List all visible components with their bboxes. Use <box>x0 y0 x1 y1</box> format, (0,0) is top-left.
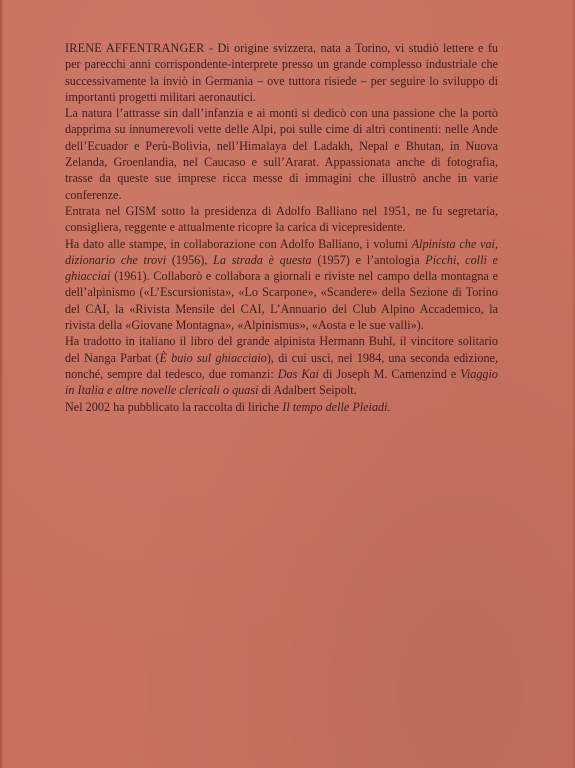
publications-text-2: (1956), <box>166 252 214 267</box>
book-title-picchi: Picchi, colli e ghiacciai <box>65 252 498 284</box>
cover-left-edge <box>0 0 4 768</box>
bio-paragraph-intro <box>65 40 498 105</box>
book-title-das-kai: Das Kai <box>277 366 319 381</box>
book-title-alpinista: Alpinista che vai, dizionario che trovi <box>65 236 498 267</box>
bio-paragraph-translations <box>65 333 498 398</box>
translations-text-2: ), di cui uscì, nel 1984, una seconda edizione, nonché, sempre dal tedesco, due romanzi: <box>65 350 498 381</box>
publications-text-4: (1961). Collaborò e collabora a giornali e riviste nel campo della montagna e dell’alpinismo («L’Escursionista», «Lo Scarpone», «Scandere» della Sezione di Torino del CAI, la «Rivista Mensile del CAI, L’Annuario del Club Alpino Accademico, la rivista della «Giovane Montagna», «Alpinismus», «Aosta e le sue valli»). <box>65 269 498 333</box>
author-name: IRENE AFFENTRANGER <box>65 41 205 55</box>
translations-text-1: Ha tradotto in italiano il libro del grande alpinista Hermann Buhl, il vincitore solitario del Nanga Parbat ( <box>65 334 498 365</box>
poetry-text-2: . <box>387 399 391 414</box>
book-title-pleiadi: Il tempo delle Pleiadi <box>282 399 388 414</box>
author-biography <box>65 40 498 415</box>
bio-paragraph-mountains: La natura l’attrasse sin dall’infanzia e ai monti si dedicò con una passione che la portò dapprima su innumerevoli vette delle Alpi, poi sulle cime di altri continenti: nelle Ande dell’Ecuador e Perù-Bolivia, nell’Himalaya del Ladakh, Nepal e Bhutan, in Nuova Zelanda, Groenlandia, nel Caucaso e sull’Ararat. Appassionata anche di fotografia, trasse da queste sue imprese ricca messe di immagini che illustrò anche in varie conferenze. <box>65 106 498 202</box>
translations-text-4: di Adalbert Seipolt. <box>258 383 357 398</box>
book-title-strada: La strada è questa <box>213 252 312 267</box>
intro-text: - Di origine svizzera, nata a Torino, vi studiò lettere e fu per parecchi anni corrispondente-interprete presso un grande complesso industriale che successivamente la inviò in Germania – ove tuttora risiede – per seguire lo sviluppo di importanti progetti militari aeronautici. <box>65 41 498 104</box>
publications-text-1: Ha dato alle stampe, in collaborazione con Adolfo Balliano, i volumi <box>65 236 412 251</box>
book-title-buio: È buio sul ghiacciaio <box>159 350 267 365</box>
bio-paragraph-publications <box>65 236 498 334</box>
translations-text-3: di Joseph M. Camenzind e <box>318 366 461 381</box>
publications-text-3: (1957) e l’antologia <box>311 252 426 267</box>
bio-paragraph-gism: Entrata nel GISM sotto la presidenza di Adolfo Balliano nel 1951, ne fu segretaria, consigliera, reggente e attualmente ricopre la carica di vicepresidente. <box>65 203 498 235</box>
bio-paragraph-poetry <box>65 399 498 415</box>
poetry-text-1: Nel 2002 ha pubblicato la raccolta di liriche <box>65 399 283 414</box>
book-title-viaggio: Viaggio in Italia e altre novelle clericali o quasi <box>65 366 498 398</box>
